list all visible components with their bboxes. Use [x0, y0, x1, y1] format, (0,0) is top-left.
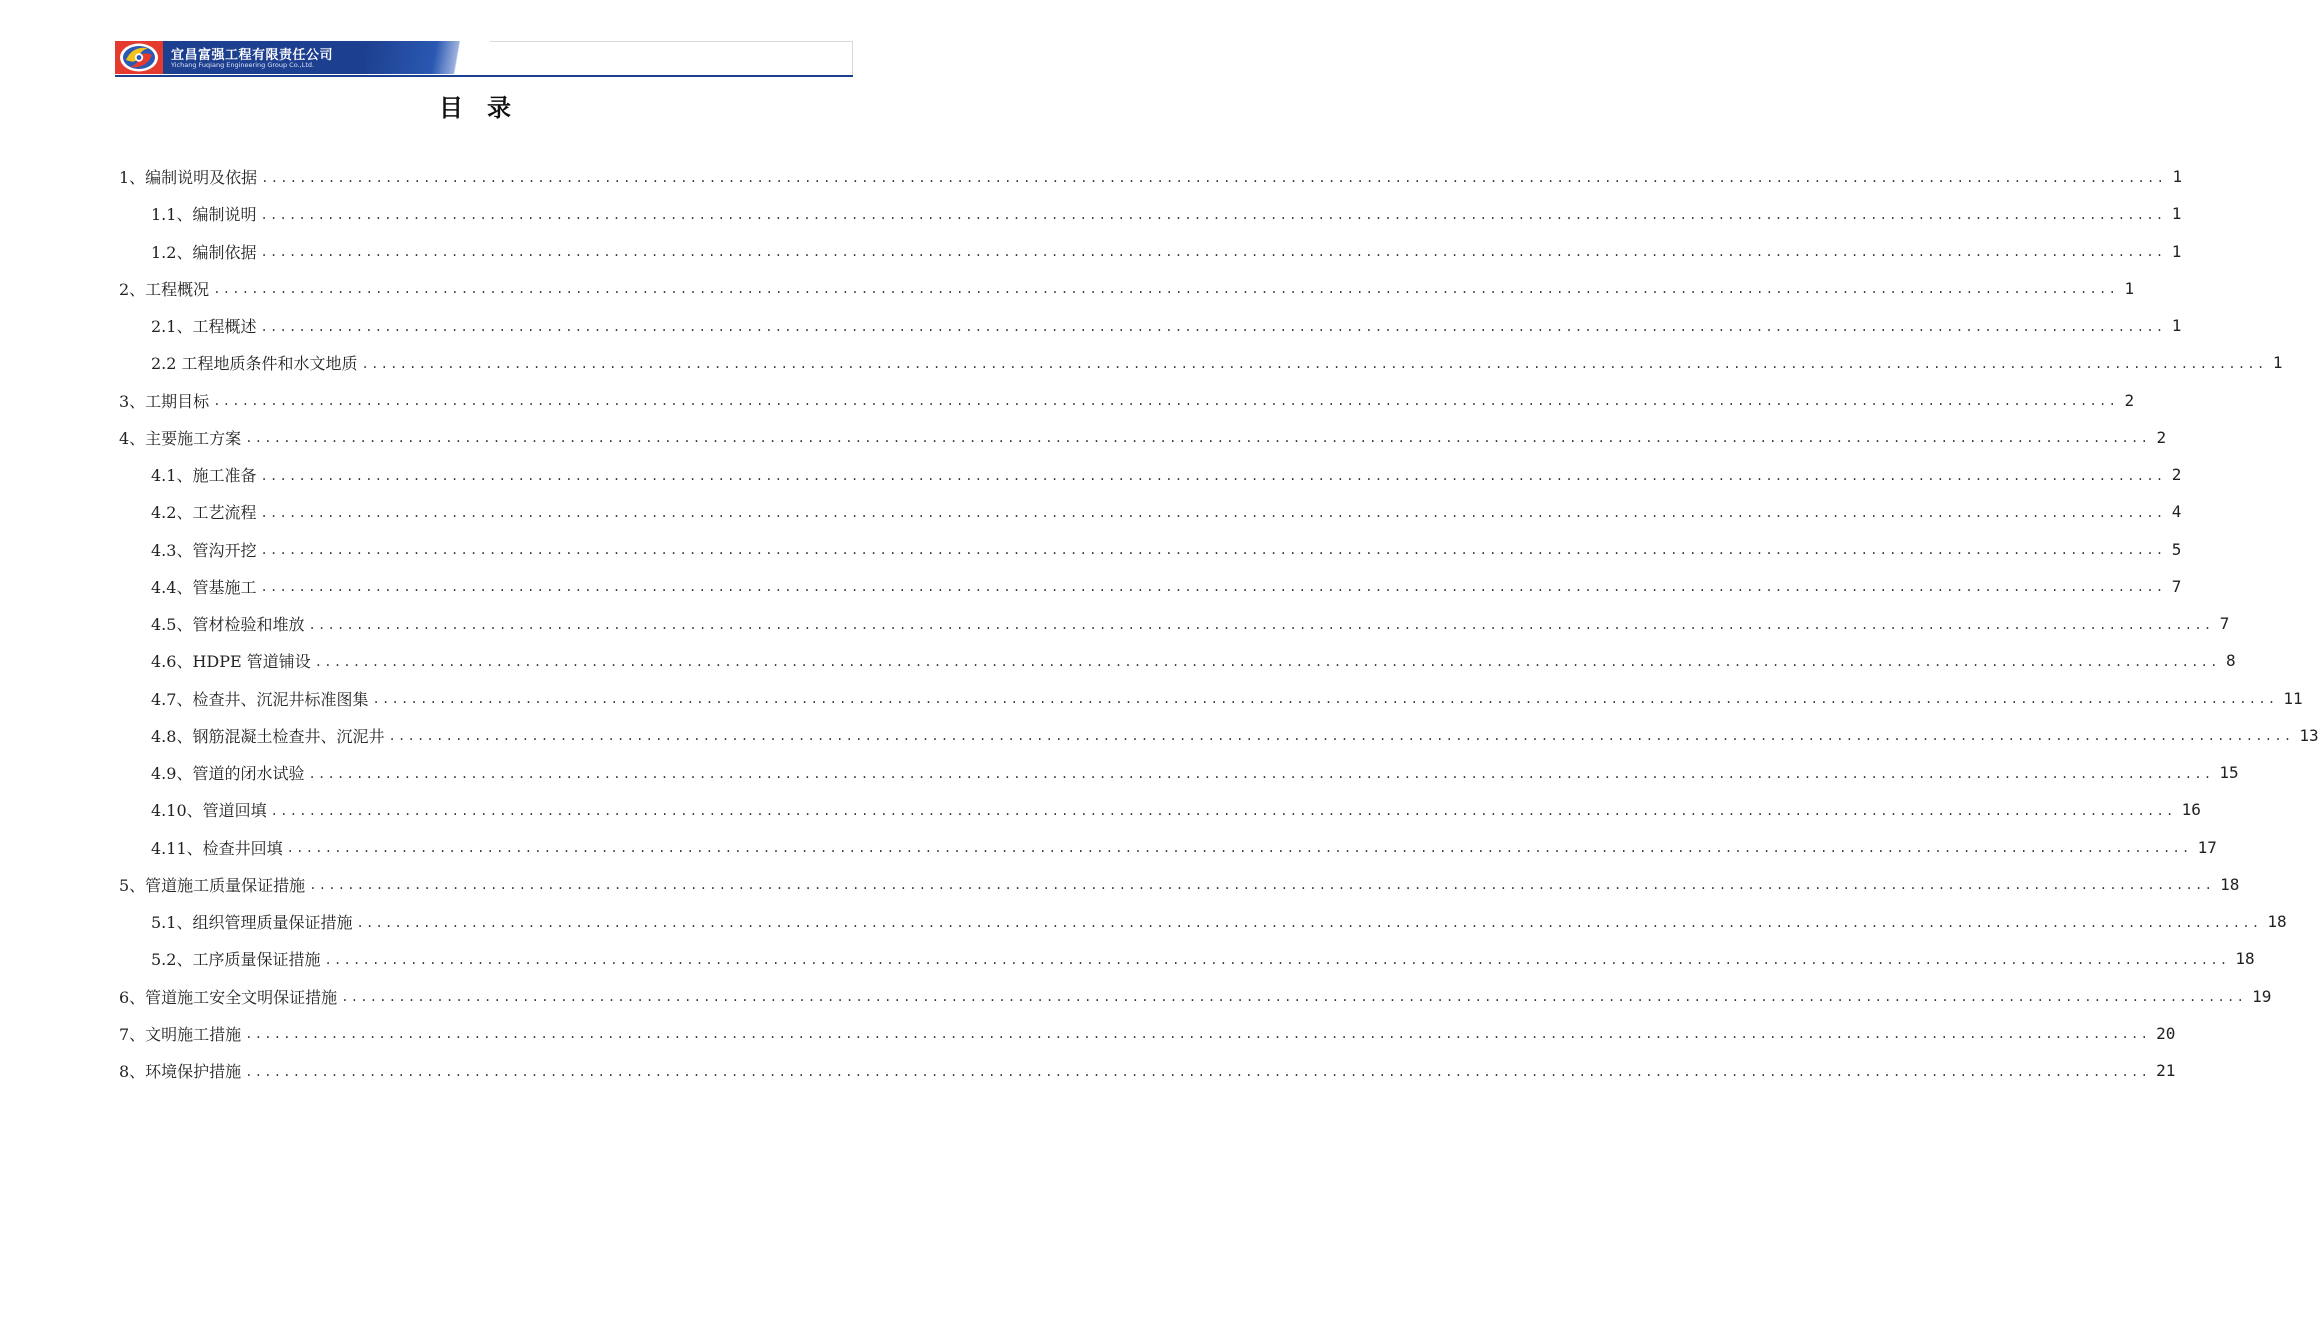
toc-entry-page-number: 21: [2156, 1061, 2176, 1080]
toc-entry-label: 4.6、HDPE 管道铺设: [151, 652, 311, 672]
toc-dot-leader: ........................................................................................................................................................................................................: [245, 1064, 2151, 1079]
toc-entry-page-number: 13: [2299, 725, 2319, 745]
page-header: [115, 41, 853, 77]
toc-entry-page-number: 4: [2171, 502, 2182, 522]
toc-entry-page-number: 1: [2171, 204, 2182, 224]
toc-entry[interactable]: [119, 1015, 2176, 1052]
toc-dot-leader: ........................................................................................................................................................................................................: [324, 952, 2230, 967]
toc-dot-leader: ........................................................................................................................................................................................................: [314, 654, 2220, 669]
toc-entry-page-number: 18: [2267, 912, 2287, 931]
toc-entry[interactable]: [151, 829, 2217, 866]
toc-entry-page-number: 15: [2219, 763, 2239, 782]
toc-entry[interactable]: [119, 978, 2272, 1015]
toc-entry[interactable]: [119, 382, 2135, 419]
toc-entry-page-number: 17: [2197, 837, 2217, 857]
toc-entry-page-number: 11: [2283, 688, 2303, 708]
toc-entry-page-number: 8: [2226, 651, 2236, 671]
company-logo-icon: [118, 42, 160, 73]
toc-entry-page-number: 2: [2124, 390, 2135, 410]
toc-entry-label: 2、工程概况: [119, 279, 210, 299]
toc-entry-page-number: 19: [2252, 986, 2272, 1006]
toc-entry-label: 5.1、组织管理质量保证措施: [151, 913, 353, 932]
toc-dot-leader: ........................................................................................................................................................................................................: [356, 915, 2262, 930]
toc-entry[interactable]: [119, 419, 2167, 456]
toc-dot-leader: ........................................................................................................................................................................................................: [245, 1027, 2151, 1042]
toc-entry[interactable]: [119, 158, 2183, 195]
toc-entry-label: 4.7、检查井、沉泥井标准图集: [151, 689, 369, 709]
toc-entry-page-number: 18: [2220, 874, 2240, 894]
toc-dot-leader: ........................................................................................................................................................................................................: [213, 394, 2119, 408]
toc-dot-leader: ........................................................................................................................................................................................................: [260, 245, 2166, 259]
toc-entry[interactable]: [151, 754, 2239, 791]
toc-entry[interactable]: [151, 195, 2182, 232]
toc-entry-label: 4、主要施工方案: [119, 428, 242, 448]
toc-entry-label: 2.2 工程地质条件和水文地质: [151, 354, 358, 374]
toc-entry-label: 6、管道施工安全文明保证措施: [119, 987, 338, 1007]
toc-entry[interactable]: [151, 791, 2201, 828]
toc-entry[interactable]: [151, 940, 2255, 977]
toc-entry[interactable]: [119, 866, 2240, 903]
toc-entry-page-number: 1: [2172, 167, 2183, 186]
toc-entry-label: 1.1、编制说明: [151, 205, 257, 225]
toc-dot-leader: ........................................................................................................................................................................................................: [341, 990, 2247, 1004]
toc-entry[interactable]: [151, 605, 2230, 642]
toc-entry-label: 2.1、工程概述: [151, 317, 257, 336]
toc-dot-leader: ........................................................................................................................................................................................................: [260, 207, 2166, 222]
toc-entry[interactable]: [151, 903, 2287, 940]
toc-entry-label: 8、环境保护措施: [119, 1062, 242, 1081]
toc-entry-label: 5、管道施工质量保证措施: [119, 875, 306, 895]
toc-dot-leader: ........................................................................................................................................................................................................: [308, 617, 2214, 632]
toc-entry[interactable]: [119, 1052, 2176, 1089]
toc-entry-label: 1、编制说明及依据: [119, 168, 258, 187]
toc-entry-label: 3、工期目标: [119, 391, 210, 411]
toc-dot-leader: ........................................................................................................................................................................................................: [260, 543, 2166, 557]
header-rule: [115, 75, 853, 77]
header-blue-wedge: [365, 41, 490, 74]
page-title: 目 录: [439, 93, 511, 122]
toc-dot-leader: ........................................................................................................................................................................................................: [361, 356, 2267, 371]
toc-entry-page-number: 1: [2171, 241, 2182, 261]
company-name-en: Yichang Fuqiang Engineering Group Co.,Ltd.: [171, 61, 315, 69]
toc-entry-label: 4.9、管道的闭水试验: [151, 764, 305, 783]
toc-entry-label: 7、文明施工措施: [119, 1024, 242, 1044]
toc-entry-page-number: 16: [2181, 800, 2201, 820]
toc-entry-label: 4.3、管沟开挖: [151, 540, 257, 560]
toc-entry-page-number: 1: [2171, 316, 2182, 335]
toc-dot-leader: ........................................................................................................................................................................................................: [372, 692, 2278, 706]
toc-entry[interactable]: [119, 270, 2135, 307]
toc-dot-leader: ........................................................................................................................................................................................................: [388, 729, 2294, 744]
header-frame: [490, 41, 853, 75]
toc-dot-leader: ........................................................................................................................................................................................................: [213, 282, 2119, 297]
toc-entry-page-number: 7: [2171, 576, 2182, 596]
toc-entry[interactable]: [151, 307, 2182, 344]
toc-entry[interactable]: [151, 717, 2319, 754]
toc-entry-label: 4.4、管基施工: [151, 577, 257, 597]
toc-dot-leader: ........................................................................................................................................................................................................: [260, 580, 2166, 595]
toc-entry[interactable]: [151, 680, 2303, 717]
company-name-cn: 宜昌富强工程有限责任公司: [171, 48, 334, 63]
toc-entry-label: 1.2、编制依据: [151, 242, 257, 262]
toc-entry[interactable]: [151, 531, 2182, 568]
toc-entry-label: 4.5、管材检验和堆放: [151, 615, 305, 634]
toc-entry-page-number: 7: [2219, 614, 2230, 633]
toc-dot-leader: ........................................................................................................................................................................................................: [260, 505, 2166, 520]
toc-entry[interactable]: [151, 344, 2283, 381]
toc-entry[interactable]: [151, 568, 2182, 605]
toc-dot-leader: ........................................................................................................................................................................................................: [309, 878, 2215, 893]
toc-dot-leader: ........................................................................................................................................................................................................: [308, 766, 2214, 781]
toc-entry[interactable]: [151, 233, 2182, 270]
toc-dot-leader: ........................................................................................................................................................................................................: [260, 319, 2166, 334]
toc-entry-page-number: 2: [2171, 465, 2182, 484]
toc-entry-page-number: 1: [2124, 278, 2135, 298]
toc-dot-leader: ........................................................................................................................................................................................................: [260, 468, 2166, 483]
toc-entry-page-number: 18: [2235, 949, 2255, 969]
toc-entry[interactable]: [151, 642, 2236, 679]
toc-dot-leader: ........................................................................................................................................................................................................: [286, 841, 2192, 855]
toc-entry-page-number: 5: [2171, 539, 2182, 559]
toc-entry-label: 4.1、施工准备: [151, 466, 257, 485]
toc-entry-page-number: 1: [2272, 353, 2283, 373]
toc-dot-leader: ........................................................................................................................................................................................................: [261, 170, 2167, 185]
toc-entry[interactable]: [151, 493, 2182, 530]
toc-entry-label: 4.10、管道回填: [151, 801, 267, 821]
toc-entry-label: 4.8、钢筋混凝土检查井、沉泥井: [151, 726, 385, 746]
toc-entry-page-number: 2: [2156, 427, 2167, 447]
toc-entry-label: 4.11、检查井回填: [151, 838, 283, 858]
toc-dot-leader: ........................................................................................................................................................................................................: [270, 803, 2176, 818]
toc-entry-label: 5.2、工序质量保证措施: [151, 950, 321, 970]
toc-entry[interactable]: [151, 456, 2182, 493]
toc-dot-leader: ........................................................................................................................................................................................................: [245, 431, 2151, 446]
toc-entry-label: 4.2、工艺流程: [151, 503, 257, 523]
toc-entry-page-number: 20: [2156, 1023, 2176, 1043]
